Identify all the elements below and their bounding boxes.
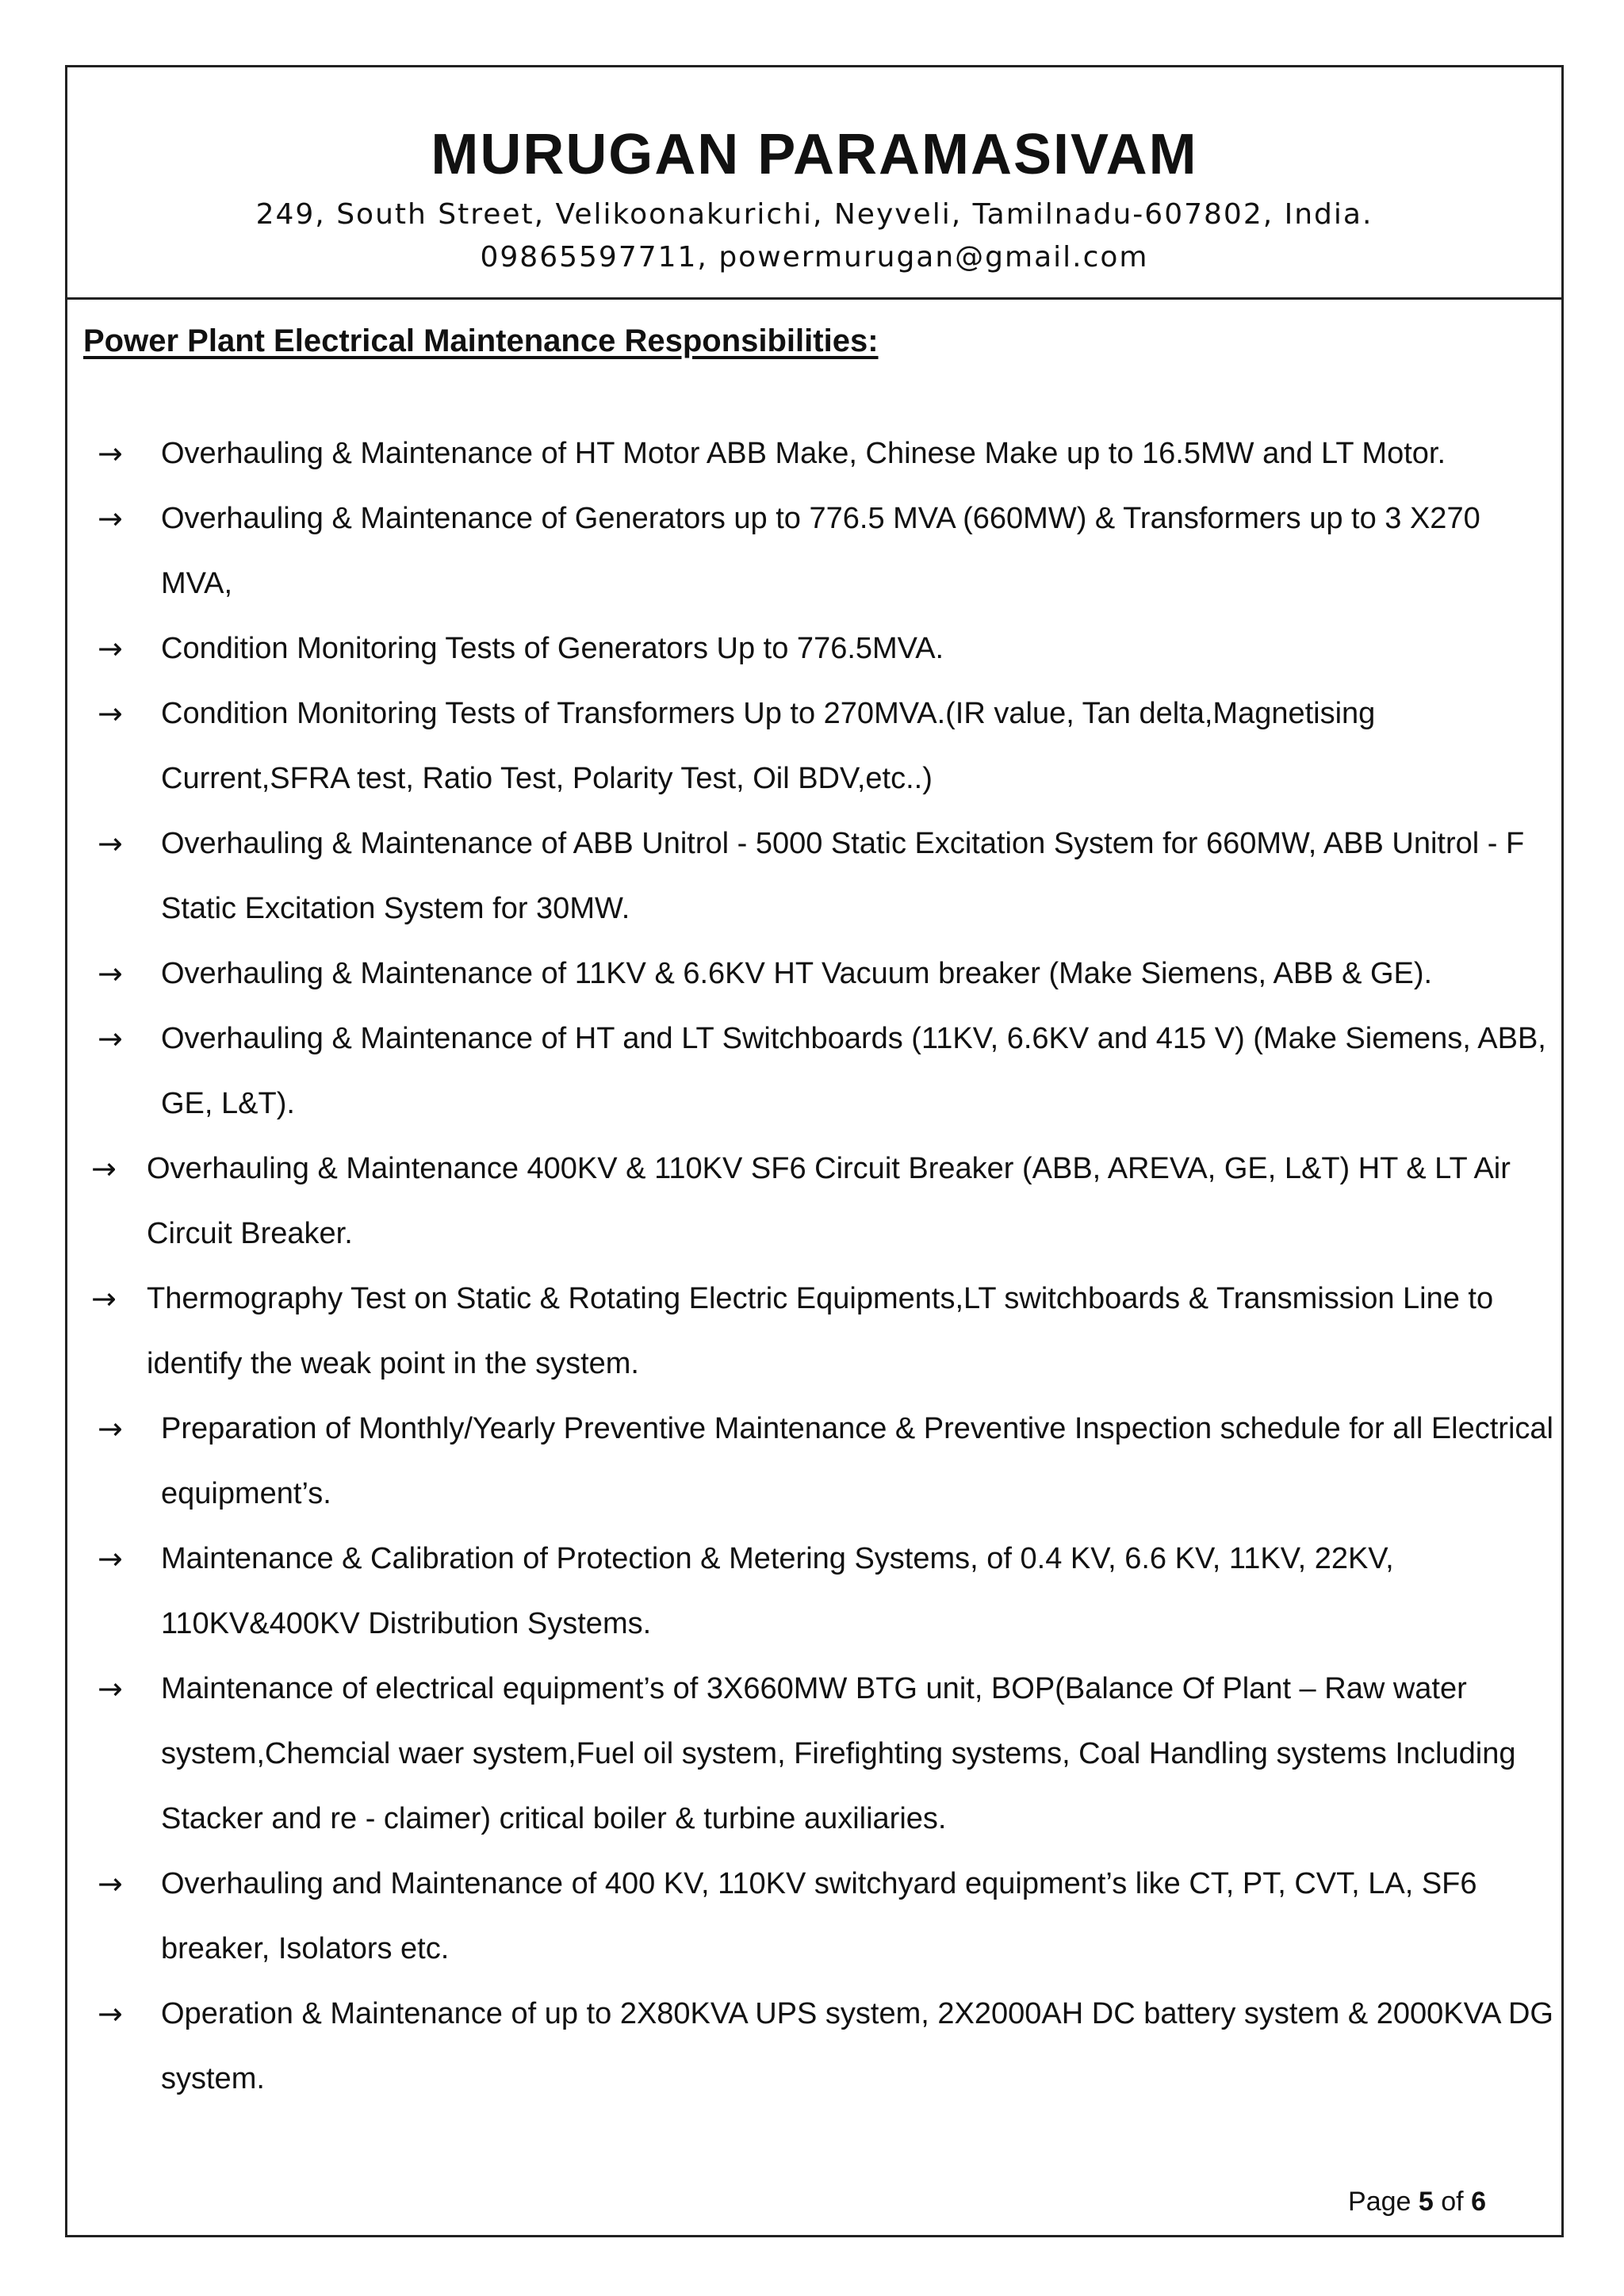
- list-item: [67, 1851, 1561, 1981]
- arrow-icon: →: [98, 1866, 123, 1901]
- list-item: [67, 616, 1561, 681]
- page-number: [1348, 2184, 1486, 2219]
- list-item-text: Condition Monitoring Tests of Generators Up to 776.5MVA.: [161, 632, 944, 665]
- resume-header: [67, 67, 1561, 300]
- list-item-text: Overhauling & Maintenance of HT Motor ABB Make, Chinese Make up to 16.5MW and LT Motor.: [161, 437, 1446, 470]
- list-item: [67, 1526, 1561, 1656]
- arrow-icon: →: [98, 631, 123, 666]
- list-item-text: Condition Monitoring Tests of Transformers Up to 270MVA.(IR value, Tan delta,Magnetising Current,SFRA test, Ratio Test, Polarity Test, Oil BDV,etc..): [161, 697, 1376, 795]
- page-label: Page: [1348, 2187, 1411, 2217]
- list-item-text: Maintenance of electrical equipment’s of 3X660MW BTG unit, BOP(Balance Of Plant – Raw water system,Chemcial waer system,Fuel oil system, Firefighting systems, Coal Handling systems Including Stacker and re - claimer) critical boiler & turbine auxiliaries.: [161, 1672, 1516, 1835]
- list-item-text: Thermography Test on Static & Rotating Electric Equipments,LT switchboards & Transmission Line to identify the weak point in the system.: [147, 1282, 1494, 1380]
- contact-line: 09865597711, powermurugan@gmail.com: [480, 241, 1149, 274]
- arrow-icon: →: [98, 696, 123, 731]
- section-title: Power Plant Electrical Maintenance Responsibilities:: [83, 323, 879, 358]
- address-line: 249, South Street, Velikoonakurichi, Neyveli, Tamilnadu-607802, India.: [255, 198, 1373, 231]
- list-item-text: Operation & Maintenance of up to 2X80KVA UPS system, 2X2000AH DC battery system & 2000KVA DG system.: [161, 1997, 1553, 2095]
- arrow-icon: →: [98, 1671, 123, 1706]
- arrow-icon: →: [98, 826, 123, 861]
- list-item-text: Preparation of Monthly/Yearly Preventive Maintenance & Preventive Inspection schedule for all Electrical equipment’s.: [161, 1412, 1553, 1510]
- list-item-text: Maintenance & Calibration of Protection & Metering Systems, of 0.4 KV, 6.6 KV, 11KV, 22KV, 110KV&400KV Distribution Systems.: [161, 1542, 1394, 1640]
- arrow-icon: →: [91, 1151, 117, 1186]
- list-item: [67, 941, 1561, 1006]
- arrow-icon: →: [98, 501, 123, 536]
- arrow-icon: →: [98, 1996, 123, 2031]
- list-item: [67, 1266, 1561, 1396]
- list-item: [67, 1136, 1561, 1266]
- arrow-icon: →: [98, 1541, 123, 1576]
- list-item: [67, 1396, 1561, 1526]
- list-item: [67, 811, 1561, 941]
- arrow-icon: →: [98, 1021, 123, 1056]
- list-item-text: Overhauling & Maintenance of Generators up to 776.5 MVA (660MW) & Transformers up to 3 X270 MVA,: [161, 502, 1480, 600]
- list-item: [67, 681, 1561, 811]
- list-item: [67, 1981, 1561, 2111]
- arrow-icon: →: [98, 956, 123, 991]
- list-item: [67, 486, 1561, 616]
- list-item-text: Overhauling and Maintenance of 400 KV, 110KV switchyard equipment’s like CT, PT, CVT, LA, SF6 breaker, Isolators etc.: [161, 1867, 1477, 1965]
- list-item-text: Overhauling & Maintenance 400KV & 110KV SF6 Circuit Breaker (ABB, AREVA, GE, L&T) HT & LT Air Circuit Breaker.: [147, 1152, 1511, 1250]
- list-item: [67, 1006, 1561, 1136]
- list-item: [67, 1656, 1561, 1851]
- responsibilities-list: [67, 421, 1561, 2111]
- list-item-text: Overhauling & Maintenance of ABB Unitrol - 5000 Static Excitation System for 660MW, ABB Unitrol - F Static Excitation System for 30MW.: [161, 827, 1525, 925]
- page-frame: [65, 65, 1564, 2237]
- list-item: [67, 421, 1561, 486]
- candidate-name: MURUGAN PARAMASIVAM: [431, 123, 1198, 186]
- arrow-icon: →: [91, 1281, 117, 1316]
- total-pages: 6: [1471, 2187, 1486, 2217]
- list-item-text: Overhauling & Maintenance of HT and LT Switchboards (11KV, 6.6KV and 415 V) (Make Siemens, ABB, GE, L&T).: [161, 1022, 1546, 1120]
- list-item-text: Overhauling & Maintenance of 11KV & 6.6KV HT Vacuum breaker (Make Siemens, ABB & GE).: [161, 957, 1433, 990]
- arrow-icon: →: [98, 436, 123, 471]
- current-page: 5: [1418, 2187, 1434, 2217]
- arrow-icon: →: [98, 1411, 123, 1446]
- of-label: of: [1441, 2187, 1464, 2217]
